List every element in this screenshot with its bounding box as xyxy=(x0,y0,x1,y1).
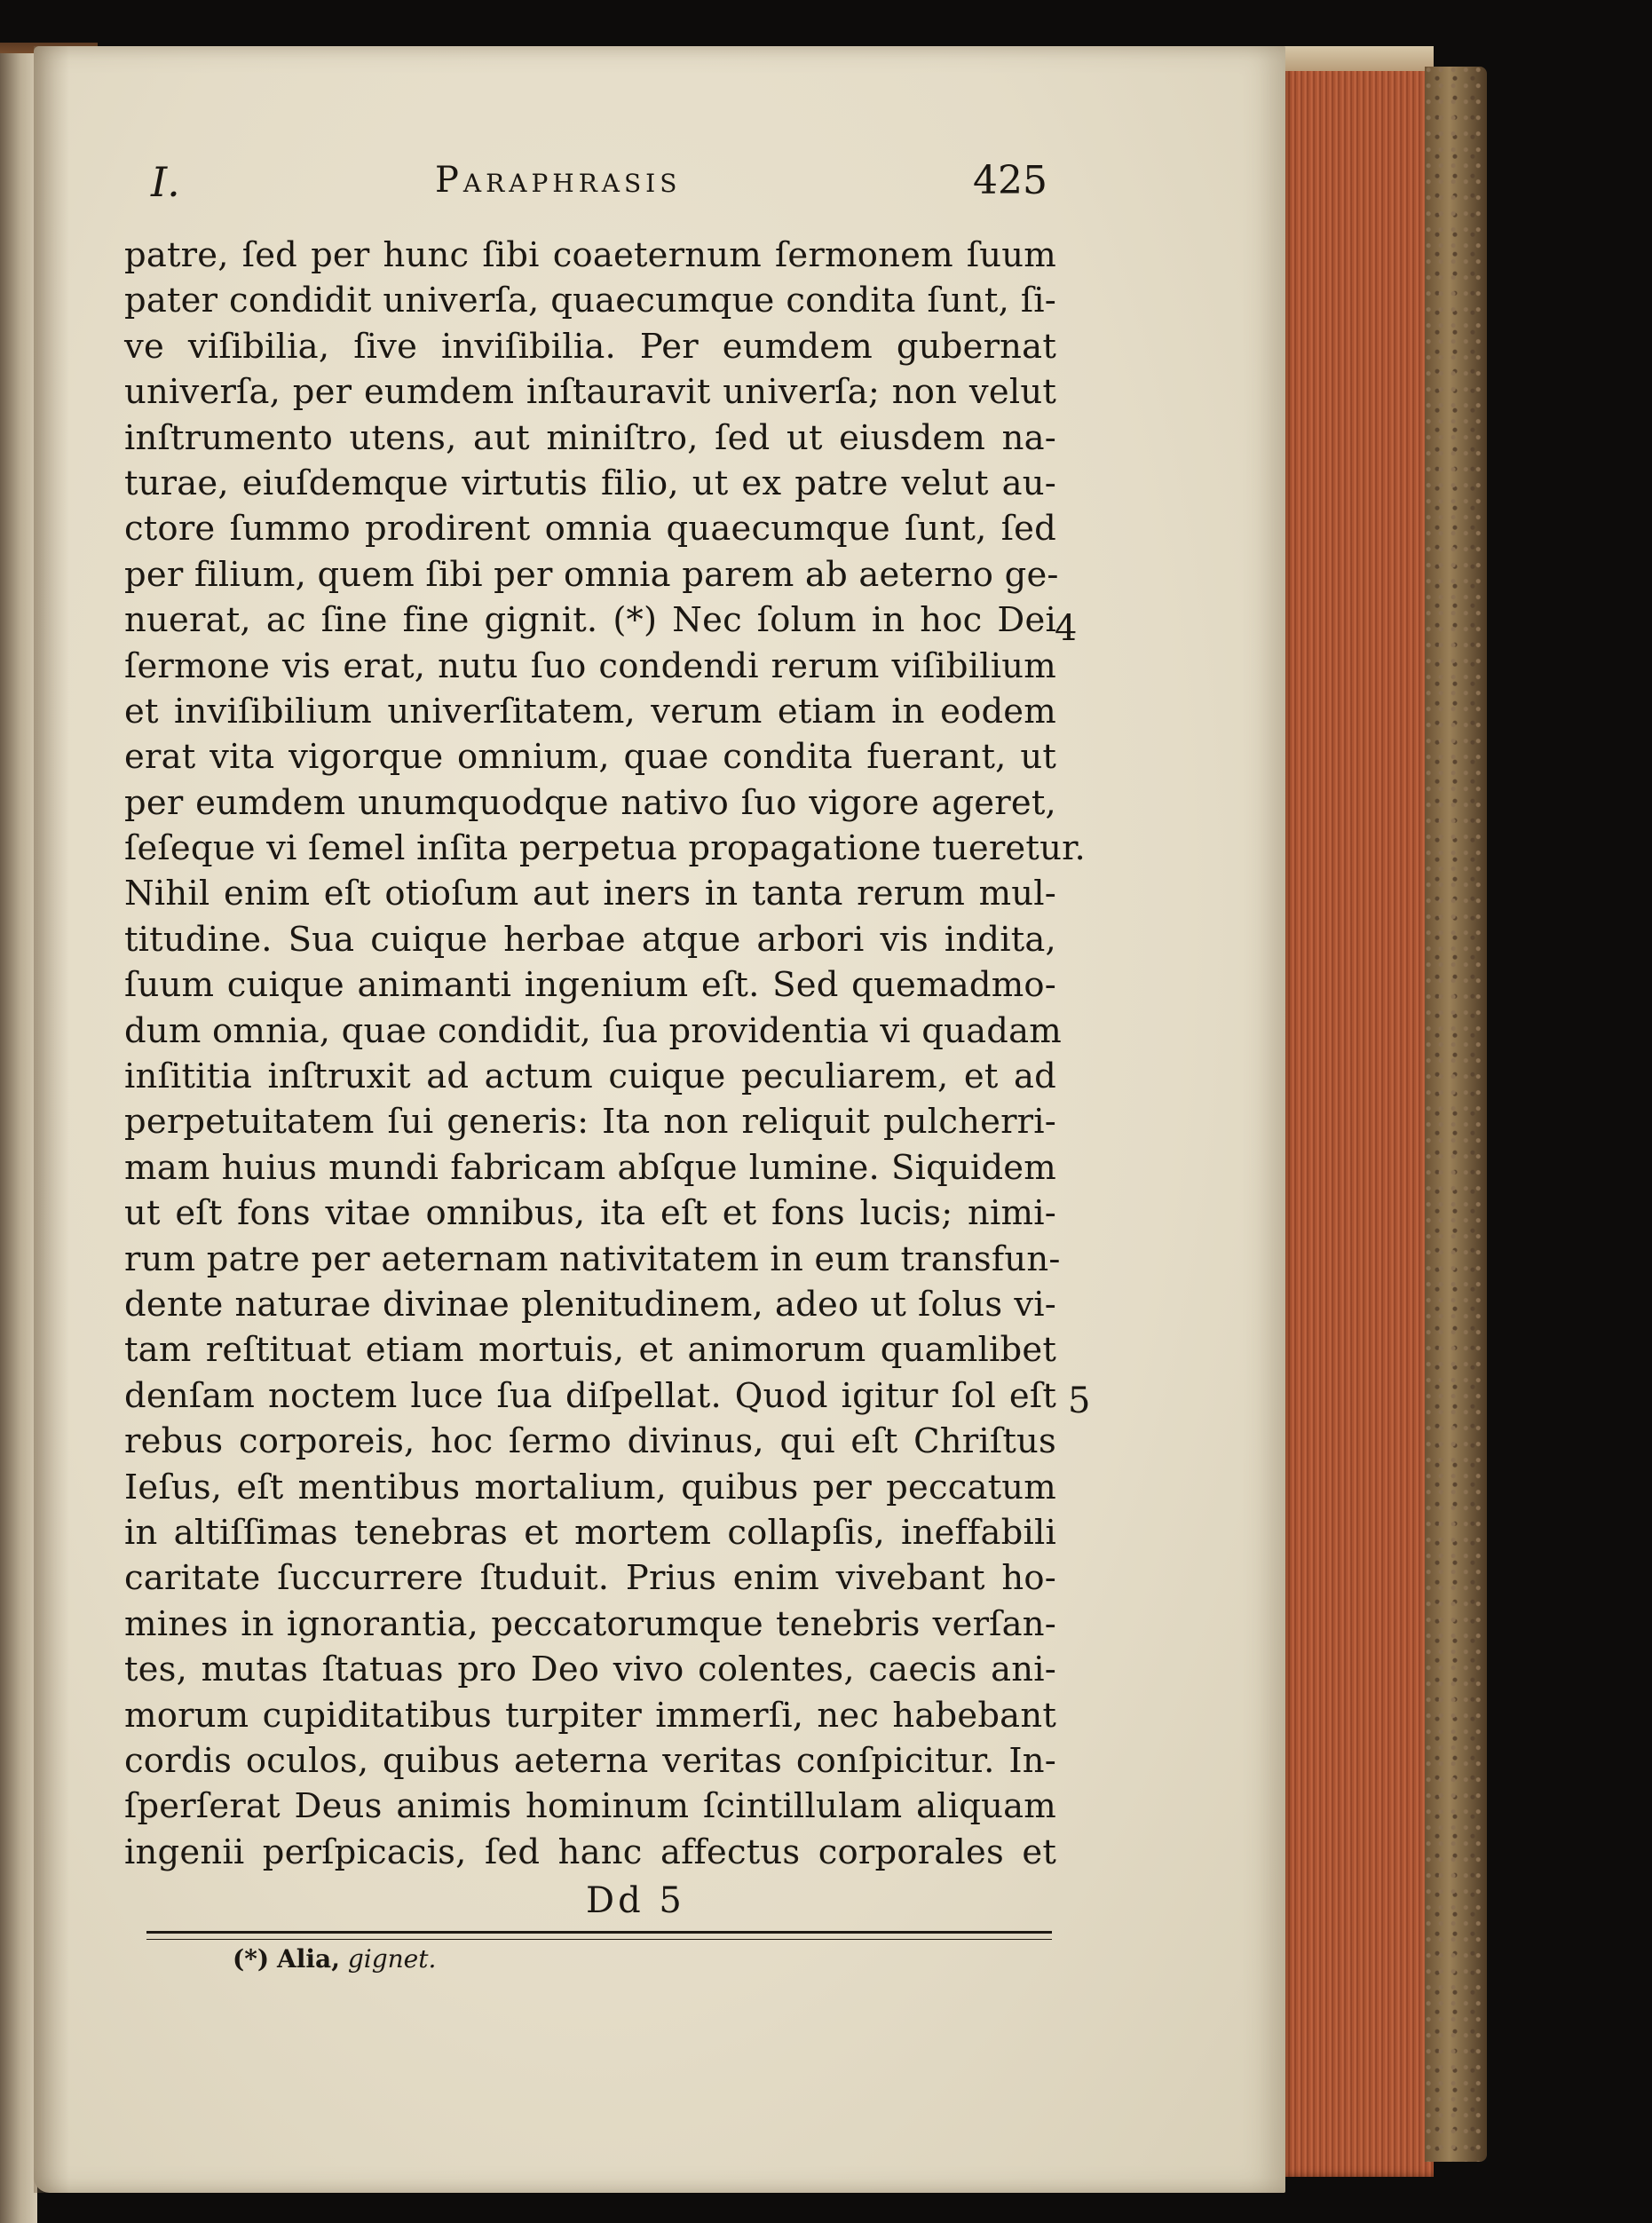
verse-marker-4: 4 xyxy=(1055,608,1078,649)
text-line: pater condidit univerſa, quaecumque condita ſunt, ſi- xyxy=(124,281,1056,321)
text-line: ut eſt fons vitae omnibus, ita eſt et fons lucis; nimi- xyxy=(124,1193,1056,1234)
signature-mark: Dd 5 xyxy=(586,1880,685,1921)
chapter-number: I. xyxy=(151,158,180,206)
text-line: dente naturae divinae plenitudinem, adeo ut ſolus vi- xyxy=(124,1284,1056,1325)
text-line: inſititia inſtruxit ad actum cuique peculiarem, et ad xyxy=(124,1056,1056,1097)
text-line: dum omnia, quae condidit, ſua providentia vi quadam xyxy=(124,1010,1062,1051)
page-fore-edge xyxy=(1278,46,1434,2177)
text-line: ingenii perſpicacis, ſed hanc affectus corporales et xyxy=(124,1831,1056,1872)
text-line: titudine. Sua cuique herbae atque arbori vis indita, xyxy=(124,919,1056,960)
text-line: perpetuitatem ſui generis: Ita non reliquit pulcherri- xyxy=(124,1102,1056,1143)
text-line: ſuum cuique animanti ingenium eſt. Sed quemadmo- xyxy=(124,965,1056,1006)
text-line: tam reſtituat etiam mortuis, et animorum quamlibet xyxy=(124,1330,1056,1371)
text-line: tes, mutas ſtatuas pro Deo vivo colentes, caecis ani- xyxy=(124,1649,1056,1690)
text-line: Nihil enim eſt otioſum aut iners in tanta rerum mul- xyxy=(124,874,1056,914)
text-line: per filium, quem ſibi per omnia parem ab aeterno ge- xyxy=(124,554,1059,595)
footnote-rule xyxy=(146,1931,1052,1940)
text-line: patre, ſed per hunc ſibi coaeternum ſermonem ſuum xyxy=(124,235,1056,275)
footnote-variant: gignet. xyxy=(347,1944,437,1974)
running-head xyxy=(151,158,1047,211)
body-text xyxy=(124,233,1086,1875)
text-line: et inviſibilium univerſitatem, verum etiam in eodem xyxy=(124,691,1056,732)
facing-page-edge xyxy=(0,53,37,2223)
page-fore-edge-top xyxy=(1278,46,1434,71)
verse-marker-5: 5 xyxy=(1068,1380,1091,1421)
text-line: univerſa, per eumdem inſtauravit univerſa; non velut xyxy=(124,372,1056,413)
running-title: Paraphrasis xyxy=(435,160,682,201)
text-line: in altiſſimas tenebras et mortem collapſis, ineffabili xyxy=(124,1512,1056,1553)
text-line: nuerat, ac ſine fine gignit. (*) Nec ſolum in hoc Dei xyxy=(124,600,1056,641)
text-line: ve viſibilia, ſive inviſibilia. Per eumdem gubernat xyxy=(124,326,1056,367)
text-line: caritate ſuccurrere ſtuduit. Prius enim vivebant ho- xyxy=(124,1558,1056,1599)
text-line: morum cupiditatibus turpiter immerſi, nec habebant xyxy=(124,1695,1056,1736)
text-line: turae, eiuſdemque virtutis filio, ut ex patre velut au- xyxy=(124,463,1056,503)
footnote xyxy=(233,1944,436,1974)
text-line: ſeſeque vi ſemel inſita perpetua propagatione tueretur. xyxy=(124,828,1086,869)
text-line: mam huius mundi fabricam abſque lumine. Siquidem xyxy=(124,1147,1056,1188)
text-line: mines in ignorantia, peccatorumque tenebris verſan- xyxy=(124,1603,1056,1644)
footnote-alia: Alia, xyxy=(277,1944,340,1974)
text-line: erat vita vigorque omnium, quae condita fuerant, ut xyxy=(124,737,1056,778)
text-line: rebus corporeis, hoc ſermo divinus, qui eſt Chriſtus xyxy=(124,1421,1056,1462)
text-line: per eumdem unumquodque nativo ſuo vigore ageret, xyxy=(124,782,1056,823)
book-cover-board xyxy=(1425,67,1487,2162)
text-line: Ieſus, eſt mentibus mortalium, quibus per peccatum xyxy=(124,1467,1056,1507)
text-line: ctore ſummo prodirent omnia quaecumque ſunt, ſed xyxy=(124,509,1056,550)
footnote-mark: (*) xyxy=(233,1944,270,1974)
text-line: ſperſerat Deus animis hominum ſcintillulam aliquam xyxy=(124,1786,1056,1827)
text-line: inſtrumento utens, aut miniſtro, ſed ut eiusdem na- xyxy=(124,417,1056,458)
page-number: 425 xyxy=(973,158,1047,203)
text-line: ſermone vis erat, nutu ſuo condendi rerum viſibilium xyxy=(124,645,1056,686)
text-line: denſam noctem luce ſua diſpellat. Quod igitur ſol eſt xyxy=(124,1375,1056,1416)
text-line: rum patre per aeternam nativitatem in eum transfun- xyxy=(124,1238,1061,1279)
text-line: cordis oculos, quibus aeterna veritas conſpicitur. In- xyxy=(124,1740,1056,1781)
